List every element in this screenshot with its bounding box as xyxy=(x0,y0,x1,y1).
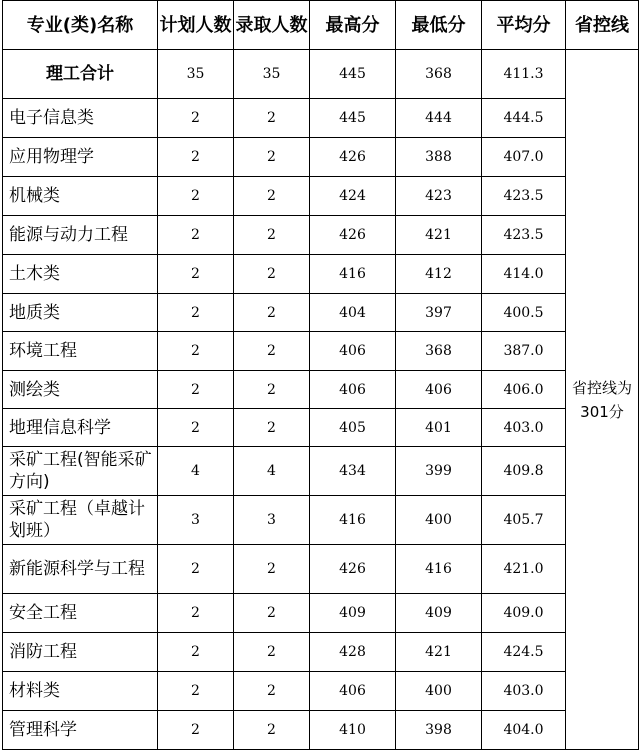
major-name: 土木类 xyxy=(3,255,158,294)
min-score: 400 xyxy=(396,672,482,711)
avg-score: 409.8 xyxy=(482,447,566,496)
avg-score: 403.0 xyxy=(482,409,566,447)
avg-score: 423.5 xyxy=(482,216,566,255)
table-row xyxy=(3,138,639,177)
header-major-name: 专业(类)名称 xyxy=(3,1,158,50)
min-score: 388 xyxy=(396,138,482,177)
admission-score-table xyxy=(2,0,639,750)
major-name: 地质类 xyxy=(3,294,158,332)
admit-count: 3 xyxy=(234,496,310,545)
total-min: 368 xyxy=(396,50,482,99)
avg-score: 403.0 xyxy=(482,672,566,711)
header-avg-score: 平均分 xyxy=(482,1,566,50)
table-row xyxy=(3,672,639,711)
plan-count: 3 xyxy=(158,496,234,545)
major-name: 环境工程 xyxy=(3,332,158,371)
major-name: 消防工程 xyxy=(3,633,158,672)
table-row xyxy=(3,409,639,447)
plan-count: 2 xyxy=(158,138,234,177)
major-name: 能源与动力工程 xyxy=(3,216,158,255)
admit-count: 2 xyxy=(234,177,310,216)
total-row xyxy=(3,50,639,99)
control-line-cell xyxy=(566,50,639,750)
table-row xyxy=(3,216,639,255)
plan-count: 2 xyxy=(158,672,234,711)
avg-score: 400.5 xyxy=(482,294,566,332)
major-name: 应用物理学 xyxy=(3,138,158,177)
header-admit-count: 录取人数 xyxy=(234,1,310,50)
admit-count: 2 xyxy=(234,99,310,138)
admit-count: 2 xyxy=(234,294,310,332)
min-score: 421 xyxy=(396,216,482,255)
admit-count: 2 xyxy=(234,672,310,711)
min-score: 444 xyxy=(396,99,482,138)
table-row xyxy=(3,99,639,138)
table-row xyxy=(3,371,639,409)
plan-count: 2 xyxy=(158,594,234,633)
major-name: 机械类 xyxy=(3,177,158,216)
max-score: 406 xyxy=(310,672,396,711)
min-score: 423 xyxy=(396,177,482,216)
table-row xyxy=(3,633,639,672)
major-name: 新能源科学与工程 xyxy=(3,545,158,594)
avg-score: 387.0 xyxy=(482,332,566,371)
admit-count: 2 xyxy=(234,409,310,447)
table-row xyxy=(3,447,639,496)
plan-count: 2 xyxy=(158,177,234,216)
plan-count: 2 xyxy=(158,99,234,138)
max-score: 445 xyxy=(310,99,396,138)
table-row xyxy=(3,332,639,371)
total-admit: 35 xyxy=(234,50,310,99)
max-score: 416 xyxy=(310,496,396,545)
total-plan: 35 xyxy=(158,50,234,99)
max-score: 428 xyxy=(310,633,396,672)
table-row xyxy=(3,594,639,633)
header-control-line: 省控线 xyxy=(566,1,639,50)
min-score: 412 xyxy=(396,255,482,294)
max-score: 410 xyxy=(310,711,396,750)
plan-count: 4 xyxy=(158,447,234,496)
plan-count: 2 xyxy=(158,294,234,332)
plan-count: 2 xyxy=(158,545,234,594)
min-score: 421 xyxy=(396,633,482,672)
plan-count: 2 xyxy=(158,216,234,255)
admit-count: 4 xyxy=(234,447,310,496)
avg-score: 404.0 xyxy=(482,711,566,750)
header-max-score: 最高分 xyxy=(310,1,396,50)
min-score: 397 xyxy=(396,294,482,332)
admit-count: 2 xyxy=(234,594,310,633)
max-score: 424 xyxy=(310,177,396,216)
total-max: 445 xyxy=(310,50,396,99)
avg-score: 407.0 xyxy=(482,138,566,177)
max-score: 416 xyxy=(310,255,396,294)
min-score: 398 xyxy=(396,711,482,750)
min-score: 400 xyxy=(396,496,482,545)
table-row xyxy=(3,545,639,594)
admit-count: 2 xyxy=(234,216,310,255)
avg-score: 421.0 xyxy=(482,545,566,594)
table-row xyxy=(3,496,639,545)
table-row xyxy=(3,255,639,294)
max-score: 426 xyxy=(310,138,396,177)
table-row xyxy=(3,177,639,216)
avg-score: 444.5 xyxy=(482,99,566,138)
admit-count: 2 xyxy=(234,138,310,177)
max-score: 406 xyxy=(310,371,396,409)
admit-count: 2 xyxy=(234,633,310,672)
min-score: 409 xyxy=(396,594,482,633)
avg-score: 414.0 xyxy=(482,255,566,294)
table-row xyxy=(3,711,639,750)
min-score: 368 xyxy=(396,332,482,371)
max-score: 404 xyxy=(310,294,396,332)
max-score: 426 xyxy=(310,216,396,255)
major-name: 安全工程 xyxy=(3,594,158,633)
avg-score: 424.5 xyxy=(482,633,566,672)
avg-score: 409.0 xyxy=(482,594,566,633)
max-score: 409 xyxy=(310,594,396,633)
admit-count: 2 xyxy=(234,711,310,750)
avg-score: 406.0 xyxy=(482,371,566,409)
plan-count: 2 xyxy=(158,332,234,371)
max-score: 406 xyxy=(310,332,396,371)
admit-count: 2 xyxy=(234,332,310,371)
admit-count: 2 xyxy=(234,371,310,409)
max-score: 426 xyxy=(310,545,396,594)
plan-count: 2 xyxy=(158,255,234,294)
min-score: 401 xyxy=(396,409,482,447)
table-row xyxy=(3,294,639,332)
major-name: 电子信息类 xyxy=(3,99,158,138)
major-name: 测绘类 xyxy=(3,371,158,409)
header-row xyxy=(3,1,639,50)
plan-count: 2 xyxy=(158,409,234,447)
major-name: 采矿工程（卓越计划班） xyxy=(3,496,158,545)
major-name: 地理信息科学 xyxy=(3,409,158,447)
plan-count: 2 xyxy=(158,711,234,750)
major-name: 材料类 xyxy=(3,672,158,711)
control-line-text: 省控线为301分 xyxy=(571,378,632,421)
plan-count: 2 xyxy=(158,633,234,672)
min-score: 399 xyxy=(396,447,482,496)
plan-count: 2 xyxy=(158,371,234,409)
admit-count: 2 xyxy=(234,255,310,294)
min-score: 406 xyxy=(396,371,482,409)
avg-score: 405.7 xyxy=(482,496,566,545)
max-score: 405 xyxy=(310,409,396,447)
header-plan-count: 计划人数 xyxy=(158,1,234,50)
min-score: 416 xyxy=(396,545,482,594)
admit-count: 2 xyxy=(234,545,310,594)
header-min-score: 最低分 xyxy=(396,1,482,50)
major-name: 采矿工程(智能采矿方向) xyxy=(3,447,158,496)
total-label: 理工合计 xyxy=(3,50,158,99)
total-avg: 411.3 xyxy=(482,50,566,99)
max-score: 434 xyxy=(310,447,396,496)
major-name: 管理科学 xyxy=(3,711,158,750)
avg-score: 423.5 xyxy=(482,177,566,216)
